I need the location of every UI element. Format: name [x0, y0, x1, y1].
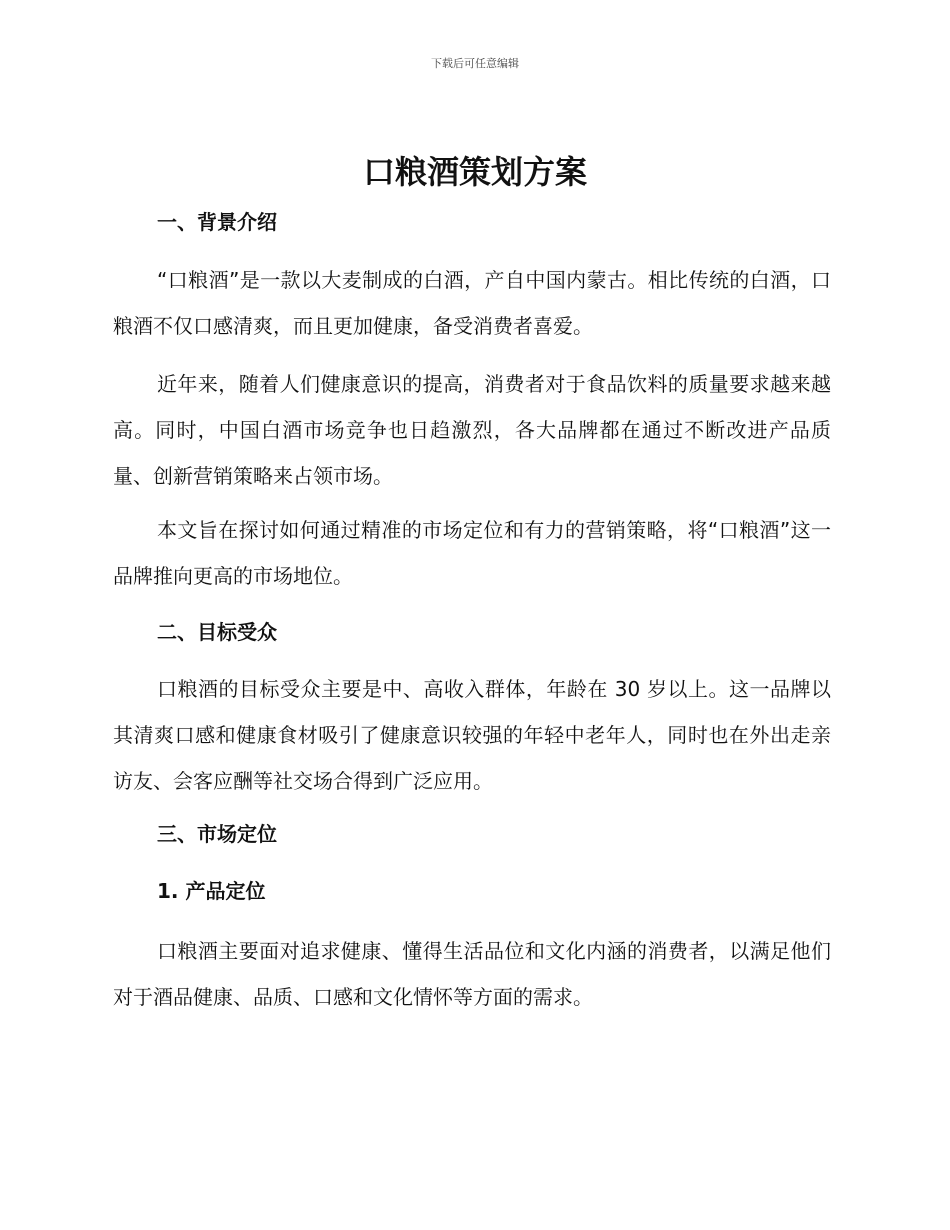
- paragraph-background-2: 近年来，随着人们健康意识的提高，消费者对于食品饮料的质量要求越来越高。同时，中国白酒市场竞争也日趋激烈，各大品牌都在通过不断改进产品质量、创新营销策略来占领市场。: [113, 372, 831, 488]
- paragraph-background-1: “口粮酒”是一款以大麦制成的白酒，产自中国内蒙古。相比传统的白酒，口粮酒不仅口感清爽，而且更加健康，备受消费者喜爱。: [113, 268, 831, 338]
- paragraph-product-positioning: 口粮酒主要面对追求健康、懂得生活品位和文化内涵的消费者，以满足他们对于酒品健康、品质、口感和文化情怀等方面的需求。: [113, 939, 831, 1009]
- section-heading-market-positioning: 三、市场定位: [157, 822, 277, 846]
- document-title: 口粮酒策划方案: [362, 153, 587, 191]
- section-heading-target-audience: 二、目标受众: [157, 620, 277, 644]
- paragraph-target-audience: 口粮酒的目标受众主要是中、高收入群体，年龄在 30 岁以上。这一品牌以其清爽口感和健康食材吸引了健康意识较强的年轻中老年人，同时也在外出走亲访友、会客应酬等社交场合得到广泛应用。: [113, 677, 831, 793]
- subheading-product-positioning: 1. 产品定位: [157, 879, 266, 903]
- paragraph-background-3: 本文旨在探讨如何通过精准的市场定位和有力的营销策略，将“口粮酒”这一品牌推向更高的市场地位。: [113, 518, 831, 588]
- page-header-note: 下载后可任意编辑: [431, 57, 519, 70]
- section-heading-background: 一、背景介绍: [157, 210, 277, 234]
